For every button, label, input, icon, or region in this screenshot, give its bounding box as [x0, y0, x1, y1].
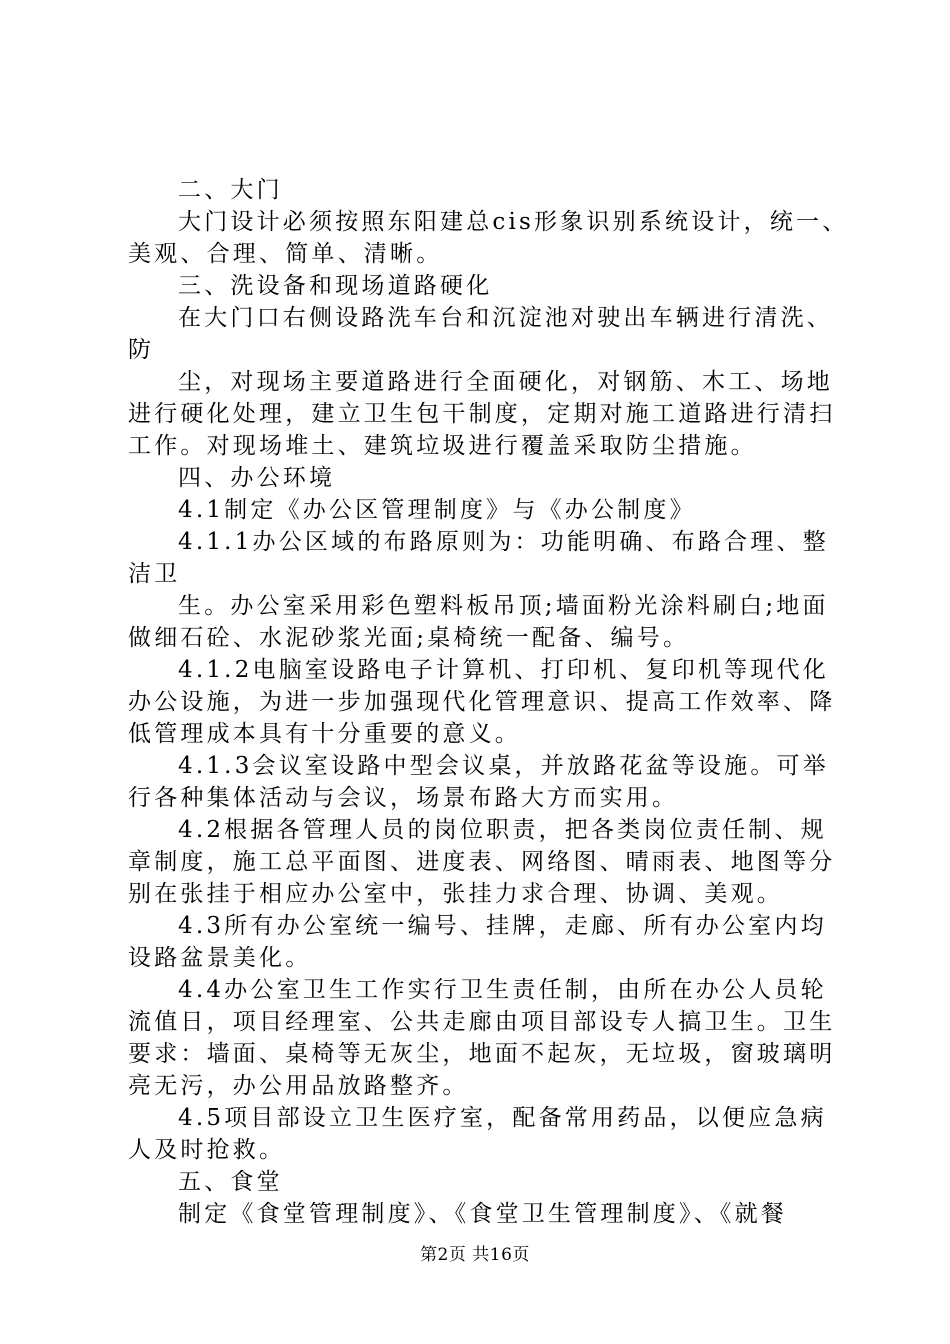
text-line: 4.1制定《办公区管理制度》与《办公制度》 [178, 497, 696, 523]
text-line: 洁卫 [128, 561, 181, 587]
text-line: 设路盆景美化。 [128, 945, 312, 971]
text-line: 低管理成本具有十分重要的意义。 [128, 721, 521, 747]
text-line: 生。办公室采用彩色塑料板吊顶;墙面粉光涂料刷白;地面 [178, 593, 829, 619]
text-line: 二、大门 [178, 177, 283, 203]
text-line: 4.3所有办公室统一编号、挂牌，走廊、所有办公室内均 [178, 913, 827, 939]
text-line: 4.4办公室卫生工作实行卫生责任制，由所在办公人员轮 [178, 977, 827, 1003]
text-line: 工作。对现场堆土、建筑垃圾进行覆盖采取防尘措施。 [128, 433, 757, 459]
text-line: 流值日，项目经理室、公共走廊由项目部设专人搞卫生。卫生 [128, 1009, 836, 1035]
page-footer: 第2页 共16页 [420, 1245, 530, 1265]
text-line: 亮无污，办公用品放路整齐。 [128, 1073, 469, 1099]
text-line: 四、办公环境 [178, 465, 336, 491]
text-line: 美观、合理、简单、清晰。 [128, 241, 443, 267]
text-line: 五、食堂 [178, 1169, 283, 1195]
text-line: 4.1.3会议室设路中型会议桌，并放路花盆等设施。可举 [178, 753, 829, 779]
text-line: 别在张挂于相应办公室中，张挂力求合理、协调、美观。 [128, 881, 783, 907]
text-line: 办公设施，为进一步加强现代化管理意识、提高工作效率、降 [128, 689, 836, 715]
text-line: 在大门口右侧设路洗车台和沉淀池对驶出车辆进行清洗、 [178, 305, 833, 331]
text-line: 大门设计必须按照东阳建总cis形象识别系统设计，统一、 [178, 209, 848, 235]
text-line: 做细石砼、水泥砂浆光面;桌椅统一配备、编号。 [128, 625, 690, 651]
text-line: 进行硬化处理，建立卫生包干制度，定期对施工道路进行清扫 [128, 401, 836, 427]
text-line: 制定《食堂管理制度》、《食堂卫生管理制度》、《就餐 [178, 1201, 787, 1227]
text-line: 4.5项目部设立卫生医疗室，配备常用药品，以便应急病 [178, 1105, 827, 1131]
text-line: 章制度，施工总平面图、进度表、网络图、晴雨表、地图等分 [128, 849, 836, 875]
document-body [128, 174, 848, 1230]
text-line: 防 [128, 337, 155, 363]
text-line: 人及时抢救。 [128, 1137, 286, 1163]
text-line: 4.2根据各管理人员的岗位职责，把各类岗位责任制、规 [178, 817, 827, 843]
text-line: 要求：墙面、桌椅等无灰尘，地面不起灰，无垃圾，窗玻璃明 [128, 1041, 836, 1067]
text-line: 尘，对现场主要道路进行全面硬化，对钢筋、木工、场地 [178, 369, 833, 395]
text-line: 4.1.2电脑室设路电子计算机、打印机、复印机等现代化 [178, 657, 829, 683]
text-line: 行各种集体活动与会议，场景布路大方而实用。 [128, 785, 679, 811]
text-line: 三、洗设备和现场道路硬化 [178, 273, 493, 299]
text-line: 4.1.1办公区域的布路原则为：功能明确、布路合理、整 [178, 529, 829, 555]
